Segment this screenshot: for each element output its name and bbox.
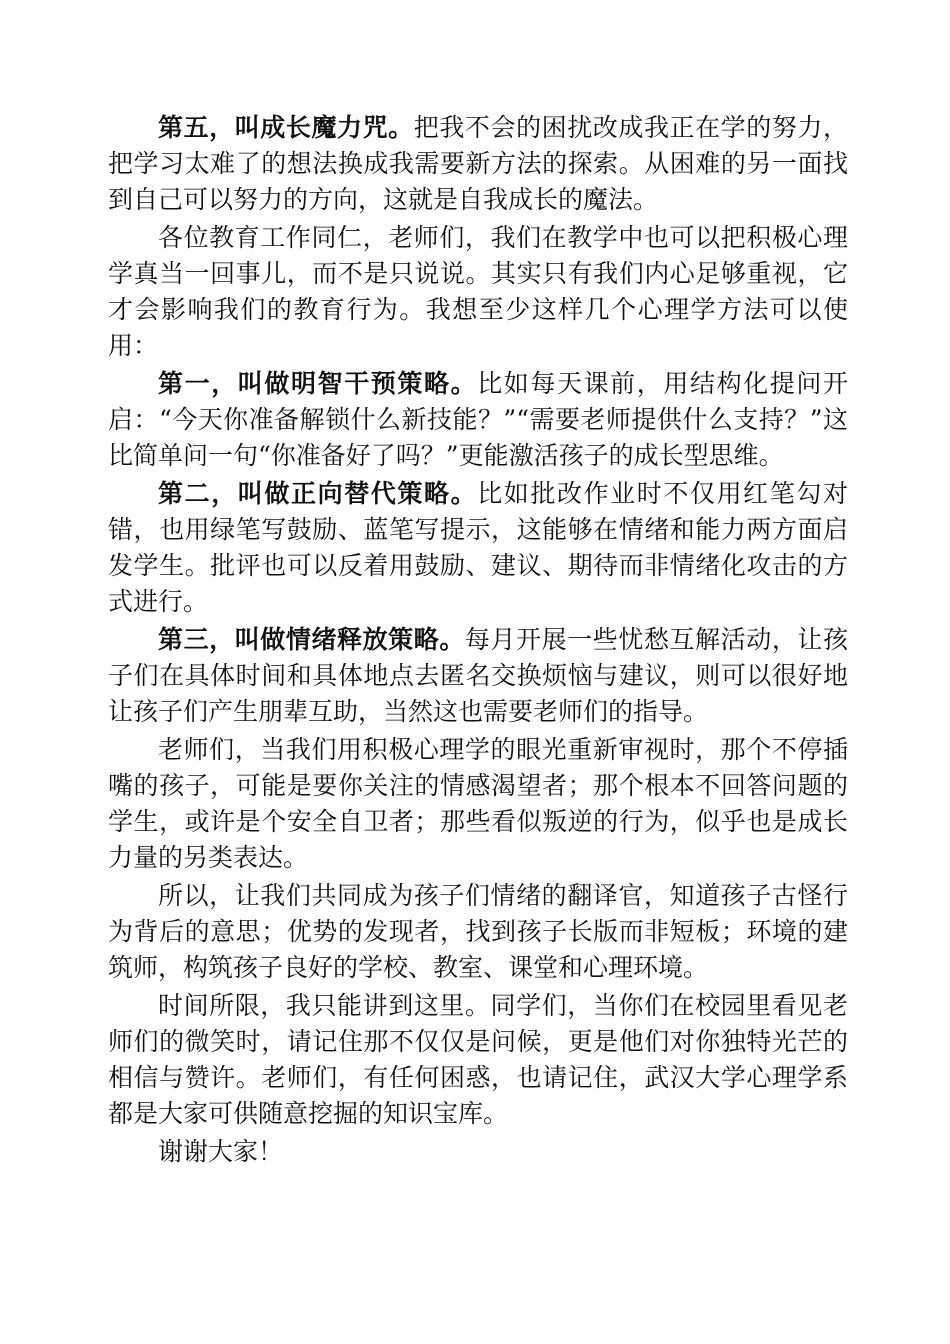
paragraph-heading: 第三，叫做情绪释放策略。 xyxy=(158,625,465,654)
paragraph-heading: 第五，叫成长魔力咒。 xyxy=(158,113,414,142)
document-page xyxy=(108,110,848,1172)
paragraph-roles xyxy=(108,878,848,986)
paragraph-body: 所以，让我们共同成为孩子们情绪的翻译官，知道孩子古怪行为背后的意思；优势的发现者，找到孩子长版而非短板；环境的建筑师，构筑孩子良好的学校、教室、课堂和心理环境。 xyxy=(108,881,848,982)
paragraph-reexamine xyxy=(108,732,848,876)
paragraph-body: 比如每天课前，用结构化提问开启：“今天你准备解锁什么新技能？”“需要老师提供什么支持？”这比简单问一句“你准备好了吗？”更能激活孩子的成长型思维。 xyxy=(108,369,848,470)
paragraph-strategy-3 xyxy=(108,622,848,730)
paragraph-body: 老师们，当我们用积极心理学的眼光重新审视时，那个不停插嘴的孩子，可能是要你关注的情感渴望者；那个根本不回答问题的学生，或许是个安全自卫者；那些看似叛逆的行为，似乎也是成长力量的另类表达。 xyxy=(108,735,848,872)
paragraph-strategy-2 xyxy=(108,476,848,620)
paragraph-body: 每月开展一些忧愁互解活动，让孩子们在具体时间和具体地点去匿名交换烦恼与建议，则可以很好地让孩子们产生朋辈互助，当然这也需要老师们的指导。 xyxy=(108,625,848,726)
paragraph-body: 谢谢大家！ xyxy=(158,1137,284,1166)
paragraph-thanks xyxy=(108,1134,848,1170)
paragraph-heading: 第一，叫做明智干预策略。 xyxy=(158,369,478,398)
paragraph-closing xyxy=(108,988,848,1132)
paragraph-body: 把我不会的困扰改成我正在学的努力，把学习太难了的想法换成我需要新方法的探索。从困难的另一面找到自己可以努力的方向，这就是自我成长的魔法。 xyxy=(108,113,848,214)
paragraph-address-colleagues xyxy=(108,220,848,364)
paragraph-strategy-1 xyxy=(108,366,848,474)
paragraph-body: 比如批改作业时不仅用红笔勾对错，也用绿笔写鼓励、蓝笔写提示，这能够在情绪和能力两方面启发学生。批评也可以反着用鼓励、建议、期待而非情绪化攻击的方式进行。 xyxy=(108,479,848,616)
paragraph-heading: 第二，叫做正向替代策略。 xyxy=(158,479,478,508)
paragraph-body: 时间所限，我只能讲到这里。同学们，当你们在校园里看见老师们的微笑时，请记住那不仅仅是问候，更是他们对你独特光芒的相信与赞许。老师们，有任何困惑，也请记住，武汉大学心理学系都是大家可供随意挖掘的知识宝库。 xyxy=(108,991,848,1128)
paragraph-body: 各位教育工作同仁，老师们，我们在教学中也可以把积极心理学真当一回事儿，而不是只说说。其实只有我们内心足够重视，它才会影响我们的教育行为。我想至少这样几个心理学方法可以使用： xyxy=(108,223,848,360)
paragraph-5th-method xyxy=(108,110,848,218)
